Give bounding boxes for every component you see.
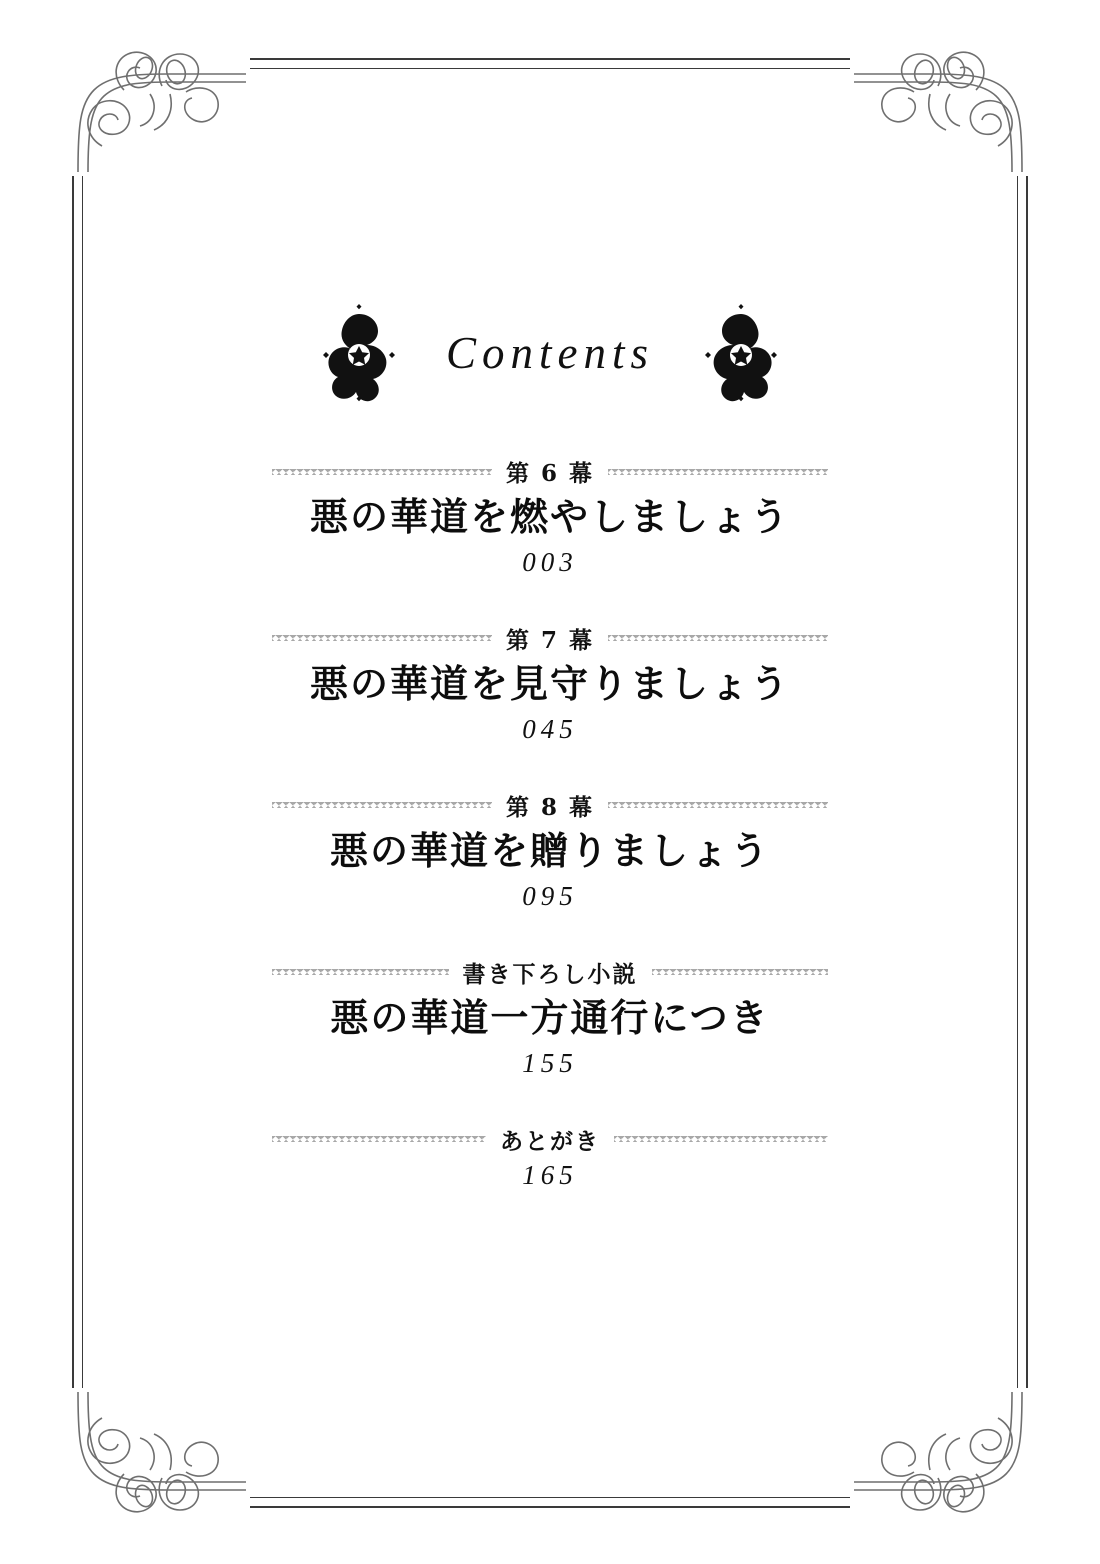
toc-entry-label-rule [272,789,828,822]
corner-mask-bottom-right [850,1388,1040,1528]
toc-entry-title: 悪の華道一方通行につき [330,994,770,1040]
toc-entry-label: 第 7 幕 [505,626,595,654]
toc-entry-label-rule [272,455,828,488]
toc-entry-label: あとがき [500,1127,600,1155]
corner-mask-top-left [60,36,250,176]
toc-entry-label: 第 6 幕 [505,460,595,487]
toc-entry[interactable] [0,455,1100,578]
corner-mask-bottom-left [60,1388,250,1528]
rule-right [652,967,829,977]
rule-left [272,800,492,810]
toc-entry-label-rule [272,1123,828,1156]
table-of-contents [0,455,1100,1235]
rule-left [272,633,492,643]
rule-left [272,467,492,477]
toc-entry-page: 095 [522,880,578,911]
toc-entry[interactable] [0,1123,1100,1191]
rule-right [608,633,828,643]
toc-entry-page: 003 [522,546,578,577]
toc-entry-page: 045 [522,713,578,744]
toc-entry[interactable] [0,956,1100,1079]
toc-entry-page: 165 [522,1159,578,1190]
toc-entry-title: 悪の華道を燃やしましょう [309,494,790,539]
floral-ornament-icon [700,300,782,405]
rule-left [272,1134,486,1144]
rule-right [614,1134,828,1144]
contents-heading [0,300,1100,405]
page-title: Contents [445,327,654,378]
toc-entry-label-rule [272,956,828,989]
floral-ornament-icon [318,300,400,405]
toc-entry-label-rule [272,622,828,655]
toc-entry-title: 悪の華道を見守りましょう [309,660,790,706]
toc-entry-label: 書き下ろし小説 [462,960,638,988]
toc-entry-title: 悪の華道を贈りましょう [329,827,770,873]
rule-left [272,967,449,977]
toc-entry[interactable] [0,789,1100,912]
rule-right [608,467,828,477]
corner-mask-top-right [850,36,1040,176]
toc-entry-label: 第 8 幕 [505,793,595,821]
rule-right [608,800,828,810]
toc-entry[interactable] [0,622,1100,745]
toc-entry-page: 155 [522,1047,578,1078]
